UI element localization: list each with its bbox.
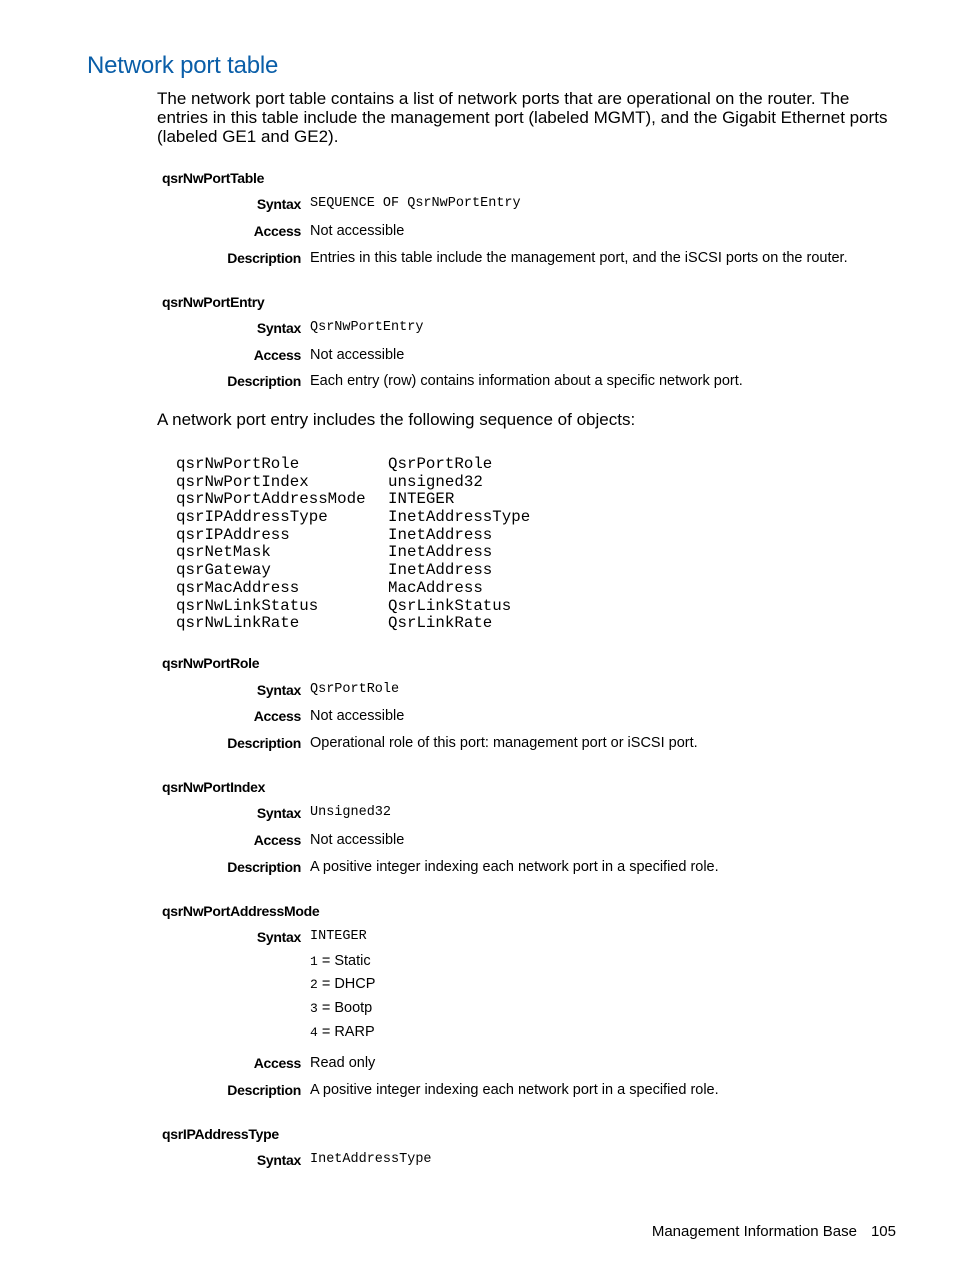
enum-text: = RARP	[317, 1024, 375, 1040]
syntax-value: QsrNwPortEntry	[310, 320, 424, 335]
intro-paragraph: The network port table contains a list of network ports that are operational on the router. The entries in this table include the management port (labeled MGMT), and the Gigabit Ethernet ports (labeled GE1 and GE2).	[157, 89, 888, 146]
sequence-object-type: INTEGER	[388, 490, 455, 509]
enum-row	[0, 953, 954, 973]
syntax-value: QsrPortRole	[310, 682, 400, 697]
description-label: Description	[227, 859, 301, 875]
syntax-row	[0, 196, 954, 216]
description-row	[0, 735, 954, 755]
sequence-object-type: QsrLinkStatus	[388, 596, 512, 615]
object-name-qsripaddresstype: qsrIPAddressType	[162, 1126, 279, 1142]
access-value: Not accessible	[310, 832, 405, 848]
enum-value	[310, 1024, 375, 1040]
sequence-object-type: InetAddress	[388, 561, 493, 580]
syntax-row	[0, 682, 954, 702]
sequence-row	[176, 455, 493, 474]
description-value: A positive integer indexing each network port in a specified role.	[310, 859, 719, 875]
sequence-object-type: InetAddress	[388, 525, 493, 544]
description-row	[0, 250, 954, 270]
enum-value	[310, 953, 371, 969]
description-label: Description	[227, 250, 301, 266]
access-row	[0, 223, 954, 243]
syntax-label: Syntax	[256, 196, 301, 212]
sequence-row	[176, 525, 493, 545]
access-row	[0, 708, 954, 728]
access-value: Not accessible	[310, 223, 405, 239]
enum-row	[0, 1024, 954, 1044]
enum-text: = DHCP	[317, 976, 376, 992]
enum-number: 3	[310, 1001, 318, 1016]
enum-number: 4	[310, 1025, 318, 1040]
access-label: Access	[253, 223, 301, 239]
description-value: A positive integer indexing each network port in a specified role.	[310, 1082, 719, 1098]
sequence-row	[176, 472, 483, 492]
description-label: Description	[227, 373, 301, 389]
sequence-object-type: unsigned32	[388, 472, 483, 491]
description-row	[0, 1082, 954, 1102]
sequence-intro: A network port entry includes the following sequence of objects:	[157, 410, 636, 429]
sequence-row	[176, 543, 493, 562]
sequence-object-name: qsrIPAddressType	[176, 508, 328, 527]
syntax-label: Syntax	[256, 1152, 301, 1168]
description-value: Operational role of this port: management port or iSCSI port.	[310, 735, 698, 751]
description-value: Each entry (row) contains information about a specific network port.	[310, 373, 743, 389]
sequence-object-name: qsrNwPortAddressMode	[176, 490, 366, 509]
sequence-object-name: qsrNwPortRole	[176, 455, 300, 473]
access-label: Access	[253, 708, 301, 724]
sequence-row	[176, 578, 483, 598]
description-label: Description	[227, 735, 301, 751]
sequence-row	[176, 596, 512, 616]
enum-number: 2	[310, 977, 318, 992]
syntax-label: Syntax	[256, 320, 301, 336]
footer-section-title: Management Information Base	[651, 1223, 857, 1240]
access-label: Access	[253, 832, 301, 848]
sequence-object-type: QsrLinkRate	[388, 614, 493, 633]
access-value: Read only	[310, 1055, 376, 1071]
sequence-row	[176, 490, 455, 509]
access-value: Not accessible	[310, 347, 405, 363]
access-label: Access	[253, 347, 301, 363]
enum-value	[310, 1000, 372, 1016]
sequence-object-type: InetAddressType	[388, 508, 531, 527]
page-number: 105	[870, 1223, 896, 1240]
object-name-qsrnwporttable: qsrNwPortTable	[162, 170, 265, 186]
sequence-object-type: QsrPortRole	[388, 455, 493, 473]
page-footer	[652, 1223, 896, 1240]
sequence-object-name: qsrNwPortIndex	[176, 472, 309, 491]
sequence-listing	[176, 455, 531, 633]
sequence-object-name: qsrNwLinkRate	[176, 614, 300, 633]
access-row	[0, 1055, 954, 1075]
sequence-object-name: qsrIPAddress	[176, 525, 290, 544]
description-row	[0, 373, 954, 393]
enum-number: 1	[310, 954, 318, 969]
access-value: Not accessible	[310, 708, 405, 724]
syntax-value: InetAddressType	[310, 1152, 432, 1167]
description-value: Entries in this table include the management port, and the iSCSI ports on the router.	[310, 250, 848, 266]
syntax-label: Syntax	[256, 805, 301, 821]
page-heading: Network port table	[87, 52, 279, 79]
enum-row	[0, 976, 954, 996]
object-name-qsrnwportentry: qsrNwPortEntry	[162, 294, 265, 310]
sequence-object-type: InetAddress	[388, 543, 493, 562]
object-name-qsrnwportrole: qsrNwPortRole	[162, 655, 260, 671]
enum-row	[0, 1000, 954, 1020]
access-row	[0, 347, 954, 367]
syntax-label: Syntax	[256, 929, 301, 945]
syntax-row	[0, 320, 954, 340]
enum-text: = Bootp	[317, 1000, 373, 1016]
object-name-qsrnwportindex: qsrNwPortIndex	[162, 779, 266, 795]
syntax-value: Unsigned32	[310, 805, 392, 820]
description-row	[0, 859, 954, 879]
enum-value	[310, 976, 375, 992]
syntax-row	[0, 1152, 954, 1172]
object-name-qsrnwportaddressmode: qsrNwPortAddressMode	[162, 903, 320, 919]
syntax-row	[0, 805, 954, 825]
sequence-object-name: qsrGateway	[176, 561, 271, 580]
sequence-row	[176, 561, 493, 580]
access-label: Access	[253, 1055, 301, 1071]
sequence-row	[176, 614, 493, 633]
sequence-object-name: qsrNetMask	[176, 543, 271, 562]
description-label: Description	[227, 1082, 301, 1098]
enum-text: = Static	[317, 953, 371, 969]
syntax-value: INTEGER	[310, 929, 367, 944]
syntax-value: SEQUENCE OF QsrNwPortEntry	[310, 196, 521, 211]
syntax-label: Syntax	[256, 682, 301, 698]
sequence-object-name: qsrNwLinkStatus	[176, 596, 319, 615]
sequence-row	[176, 508, 531, 527]
syntax-row	[0, 929, 954, 949]
sequence-object-name: qsrMacAddress	[176, 578, 300, 597]
sequence-object-type: MacAddress	[388, 578, 483, 597]
access-row	[0, 832, 954, 852]
